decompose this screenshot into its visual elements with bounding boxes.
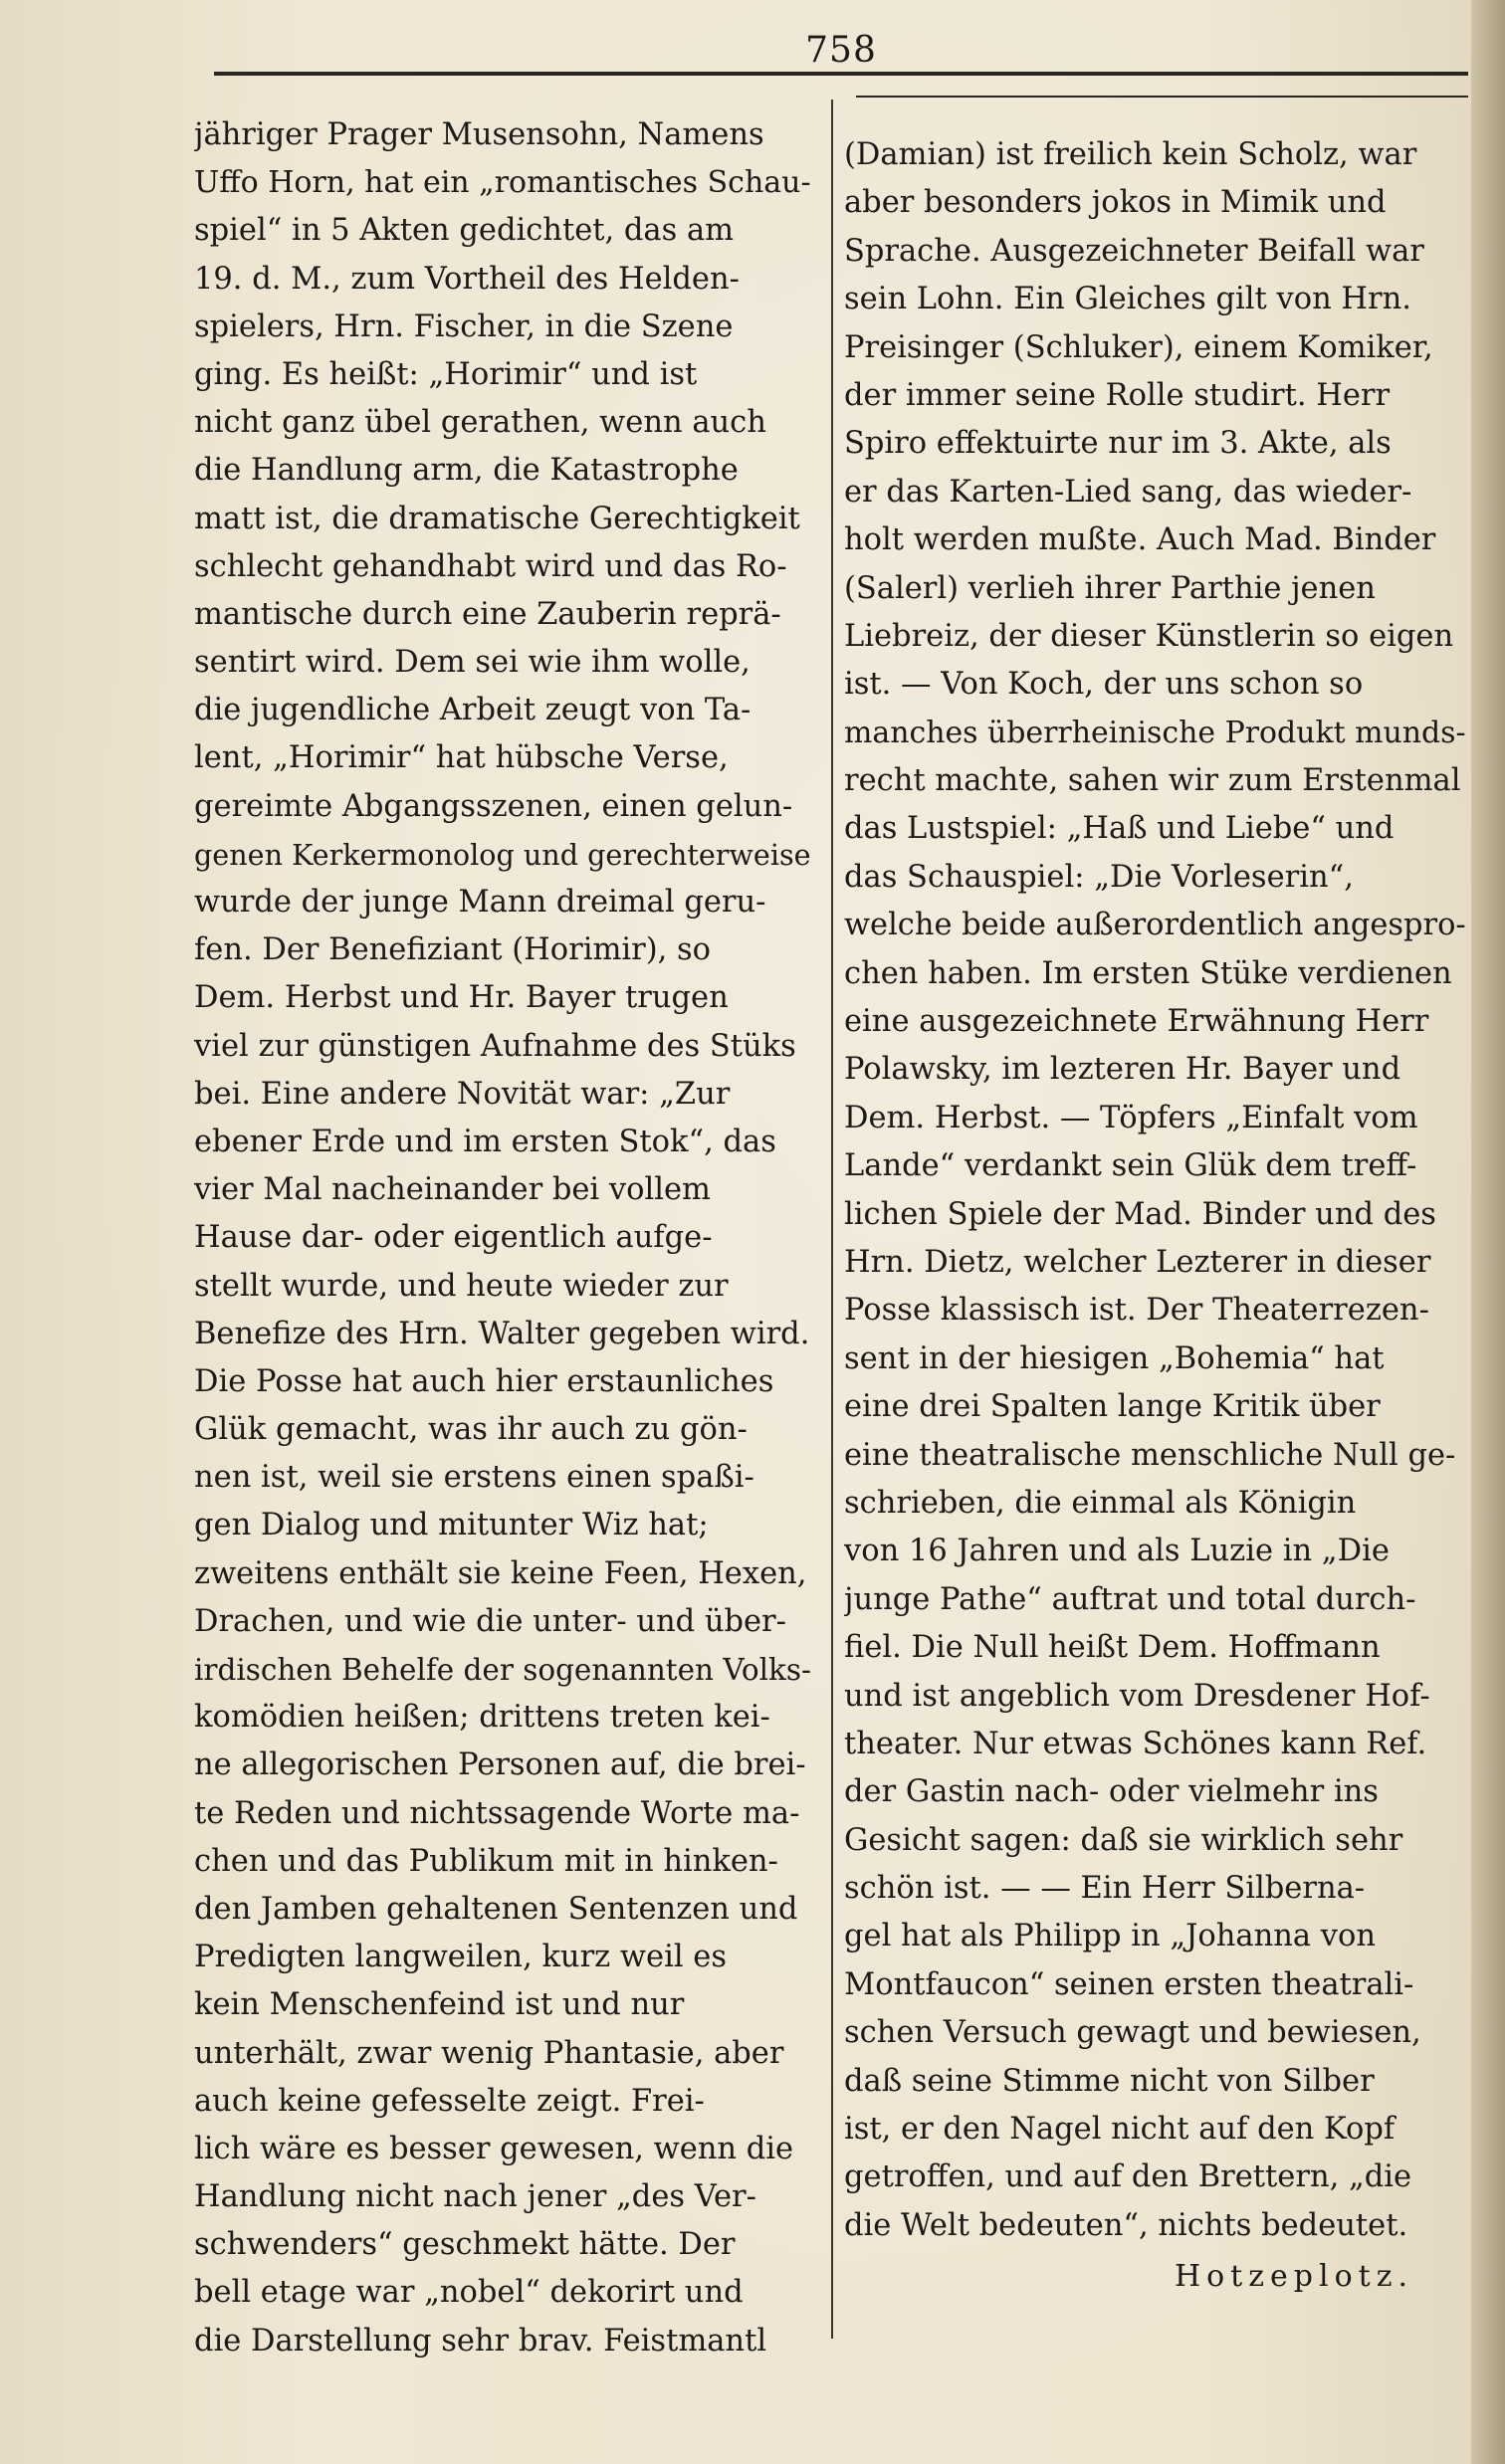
text-line: spiel“ in 5 Akten gedichtet, das am: [194, 213, 735, 249]
text-line: lichen Spiele der Mad. Binder und des: [844, 1196, 1436, 1232]
text-line: junge Pathe“ auftrat und total durch-: [844, 1581, 1416, 1617]
text-line: (Salerl) verlieh ihrer Parthie jenen: [844, 570, 1376, 606]
text-line: lent, „Horimir“ hat hübsche Verse,: [194, 740, 729, 776]
text-line: (Damian) ist freilich kein Scholz, war: [844, 137, 1417, 172]
text-line: Drachen, und wie die unter- und über-: [194, 1603, 786, 1639]
text-line: bei. Eine andere Novität war: „Zur: [194, 1076, 731, 1112]
text-line: irdischen Behelfe der sogenannten Volks-: [194, 1653, 811, 1687]
text-line: das Lustspiel: „Haß und Liebe“ und: [844, 811, 1395, 847]
text-line: getroffen, und auf den Brettern, „die: [844, 2159, 1412, 2195]
text-line: 19. d. M., zum Vortheil des Helden-: [194, 261, 740, 297]
text-line: ebener Erde und im ersten Stok“, das: [194, 1124, 776, 1159]
text-line: Gesicht sagen: daß sie wirklich sehr: [844, 1822, 1403, 1858]
text-line: mantische durch eine Zauberin reprä-: [194, 596, 781, 632]
text-line: Spiro effektuirte nur im 3. Akte, als: [844, 426, 1392, 462]
text-line: chen haben. Im ersten Stüke verdienen: [844, 955, 1452, 991]
text-line: Dem. Herbst und Hr. Bayer trugen: [194, 980, 729, 1016]
text-line: jähriger Prager Musensohn, Namens: [194, 117, 764, 152]
text-line: schlecht gehandhabt wird und das Ro-: [194, 548, 787, 584]
text-line: schrieben, die einmal als Königin: [844, 1485, 1357, 1521]
text-line: eine theatralische menschliche Null ge-: [844, 1437, 1456, 1473]
text-line: aber besonders jokos in Mimik und: [844, 185, 1387, 221]
text-line: eine ausgezeichnete Erwähnung Herr: [844, 1004, 1429, 1040]
text-line: viel zur günstigen Aufnahme des Stüks: [194, 1028, 796, 1064]
text-line: recht machte, sahen wir zum Erstenmal: [844, 763, 1461, 799]
text-line: sein Lohn. Ein Gleiches gilt von Hrn.: [844, 282, 1411, 317]
text-line: zweitens enthält sie keine Feen, Hexen,: [194, 1555, 807, 1591]
text-line: Hrn. Dietz, welcher Lezterer in dieser: [844, 1244, 1431, 1280]
header-rule: [214, 72, 1468, 76]
text-line: schen Versuch gewagt und bewiesen,: [844, 2015, 1421, 2051]
text-line: Hause dar- oder eigentlich aufge-: [194, 1220, 713, 1256]
left-text-column: [194, 111, 811, 2365]
text-line: daß seine Stimme nicht von Silber: [844, 2063, 1375, 2099]
text-line: te Reden und nichtssagende Worte ma-: [194, 1795, 800, 1831]
text-line: lich wäre es besser gewesen, wenn die: [194, 2131, 794, 2166]
text-line: holt werden mußte. Auch Mad. Binder: [844, 522, 1436, 558]
text-line: Polawsky, im lezteren Hr. Bayer und: [844, 1052, 1401, 1088]
text-line: die Welt bedeuten“, nichts bedeutet.: [844, 2207, 1408, 2243]
right-text-column: [844, 131, 1466, 2250]
text-line: Sprache. Ausgezeichneter Beifall war: [844, 233, 1424, 269]
column-divider: [831, 100, 833, 2339]
text-line: kein Menschenfeind ist und nur: [194, 1987, 685, 2023]
text-line: theater. Nur etwas Schönes kann Ref.: [844, 1726, 1427, 1761]
text-line: ging. Es heißt: „Horimir“ und ist: [194, 356, 698, 392]
author-signature: Hotzeplotz.: [1174, 2259, 1414, 2294]
text-line: genen Kerkermonolog und gerechterweise: [194, 837, 811, 872]
text-line: fen. Der Benefiziant (Horimir), so: [194, 932, 712, 968]
text-line: ist. — Von Koch, der uns schon so: [844, 667, 1364, 703]
text-line: sentirt wird. Dem sei wie ihm wolle,: [194, 645, 751, 681]
text-line: vier Mal nacheinander bei vollem: [194, 1172, 711, 1208]
text-line: fiel. Die Null heißt Dem. Hoffmann: [844, 1630, 1381, 1666]
text-line: nicht ganz übel gerathen, wenn auch: [194, 405, 766, 441]
text-line: der Gastin nach- oder vielmehr ins: [844, 1774, 1379, 1810]
text-line: Posse klassisch ist. Der Theaterrezen-: [844, 1293, 1429, 1329]
text-line: den Jamben gehaltenen Sentenzen und: [194, 1891, 798, 1927]
text-line: eine drei Spalten lange Kritik über: [844, 1389, 1381, 1425]
text-line: und ist angeblich vom Dresdener Hof-: [844, 1678, 1430, 1714]
text-line: unterhält, zwar wenig Phantasie, aber: [194, 2035, 784, 2071]
text-line: gereimte Abgangsszenen, einen gelun-: [194, 788, 793, 824]
text-line: Glük gemacht, was ihr auch zu gön-: [194, 1412, 748, 1448]
text-line: matt ist, die dramatische Gerechtigkeit: [194, 501, 800, 536]
text-line: von 16 Jahren und als Luzie in „Die: [844, 1534, 1390, 1569]
text-line: gel hat als Philipp in „Johanna von: [844, 1919, 1376, 1954]
text-line: wurde der junge Mann dreimal geru-: [194, 885, 766, 920]
header-rule-secondary: [856, 96, 1468, 98]
text-line: gen Dialog und mitunter Wiz hat;: [194, 1508, 709, 1543]
text-line: Liebreiz, der dieser Künstlerin so eigen: [844, 618, 1454, 654]
text-line: schwenders“ geschmekt hätte. Der: [194, 2227, 736, 2263]
text-line: Die Posse hat auch hier erstaunliches: [194, 1363, 774, 1399]
text-line: Lande“ verdankt sein Glük dem treff-: [844, 1148, 1417, 1184]
text-line: Dem. Herbst. — Töpfers „Einfalt vom: [844, 1100, 1418, 1135]
text-line: sent in der hiesigen „Bohemia“ hat: [844, 1340, 1385, 1376]
text-line: chen und das Publikum mit in hinken-: [194, 1843, 778, 1879]
page-number: 758: [805, 30, 877, 71]
text-line: welche beide außerordentlich angespro-: [844, 908, 1466, 943]
text-line: er das Karten-Lied sang, das wieder-: [844, 474, 1412, 510]
text-line: Handlung nicht nach jener „des Ver-: [194, 2179, 756, 2215]
page-edge-shadow: [1471, 0, 1505, 2464]
text-line: ne allegorischen Personen auf, die brei-: [194, 1747, 806, 1783]
text-line: manches überrheinische Produkt munds-: [844, 715, 1466, 750]
text-line: die Handlung arm, die Katastrophe: [194, 453, 739, 489]
text-line: der immer seine Rolle studirt. Herr: [844, 377, 1391, 413]
text-line: spielers, Hrn. Fischer, in die Szene: [194, 308, 734, 344]
text-line: die jugendliche Arbeit zeugt von Ta-: [194, 693, 752, 728]
text-line: schön ist. — — Ein Herr Silberna-: [844, 1871, 1366, 1907]
text-line: Montfaucon“ seinen ersten theatrali-: [844, 1966, 1414, 2002]
text-line: das Schauspiel: „Die Vorleserin“,: [844, 859, 1354, 895]
text-line: bell etage war „nobel“ dekorirt und: [194, 2275, 744, 2311]
text-line: Preisinger (Schluker), einem Komiker,: [844, 329, 1433, 365]
text-line: stellt wurde, und heute wieder zur: [194, 1268, 729, 1304]
text-line: Benefize des Hrn. Walter gegeben wird.: [194, 1316, 810, 1351]
text-line: Predigten langweilen, kurz weil es: [194, 1940, 727, 1975]
text-line: auch keine gefesselte zeigt. Frei-: [194, 2083, 705, 2119]
text-line: die Darstellung sehr brav. Feistmantl: [194, 2323, 767, 2359]
text-line: komödien heißen; drittens treten kei-: [194, 1700, 770, 1736]
text-line: nen ist, weil sie erstens einen spaßi-: [194, 1460, 754, 1496]
text-line: ist, er den Nagel nicht auf den Kopf: [844, 2112, 1396, 2148]
text-line: Uffo Horn, hat ein „romantisches Schau-: [194, 165, 811, 201]
